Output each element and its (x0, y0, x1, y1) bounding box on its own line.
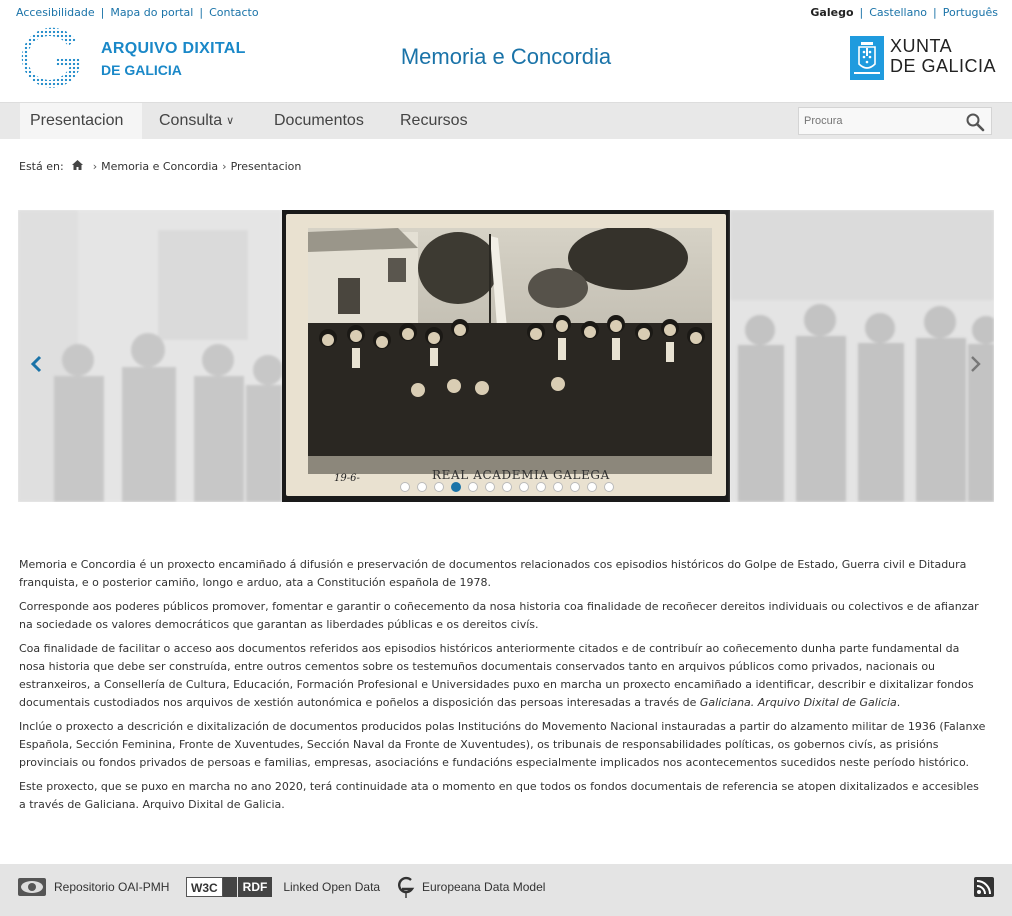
next-slide-preview[interactable] (730, 210, 994, 502)
oai-pmh-label: Repositorio OAI-PMH (54, 880, 170, 894)
carousel-dot[interactable] (519, 482, 529, 492)
w3c-badge: W3C (186, 877, 223, 897)
rdf-cube-icon (223, 877, 237, 897)
utility-bar (16, 6, 998, 22)
carousel-dot[interactable] (587, 482, 597, 492)
nav-label: Documentos (274, 112, 364, 129)
carousel-dot[interactable] (417, 482, 427, 492)
chevron-down-icon: ∨ (226, 115, 235, 127)
nav-documentos[interactable] (264, 103, 374, 139)
carousel-dot[interactable] (434, 482, 444, 492)
utility-links (16, 6, 259, 19)
footer-oai-pmh[interactable] (18, 876, 169, 898)
nav-label: Consulta (159, 112, 223, 130)
xunta-logo[interactable] (850, 36, 997, 80)
breadcrumb (19, 160, 301, 173)
accessibility-link[interactable]: Accesibilidade (16, 6, 95, 19)
photo-image (308, 228, 712, 490)
paragraph-5: Este proxecto, que se puxo en marcha no ano 2020, terá continuidade ata o momento en que todos os fondos documentais de referencia se atopen dixitalizados e accesibles a través de Galiciana. Arquivo Dixital de Galicia. (19, 780, 979, 811)
current-slide[interactable] (282, 210, 730, 502)
paragraph-2: Corresponde aos poderes públicos promover, fomentar e garantir o coñecemento da nosa historia coa finalidade de recoñecer dereitos individuais ou colectivos e de afianzar na sociedade os valores democráticos que garantan as liberdades públicas e os dereitos civís. (19, 600, 979, 631)
lang-portugues[interactable]: Português (942, 6, 998, 19)
carousel-next-button[interactable] (968, 354, 982, 374)
carousel-dot[interactable] (553, 482, 563, 492)
search-icon[interactable] (965, 112, 985, 132)
footer-linked-open-data[interactable] (186, 876, 380, 898)
carousel-dot[interactable] (451, 482, 461, 492)
oai-eye-icon (18, 878, 46, 896)
lang-galego[interactable]: Galego (810, 6, 854, 19)
logo-line1: ARQUIVO DIXITAL (101, 40, 246, 57)
handwritten-date: 19-6- (334, 473, 360, 484)
carousel-dot[interactable] (604, 482, 614, 492)
carousel-prev-button[interactable] (30, 354, 44, 374)
breadcrumb-item-presentacion: Presentacion (230, 160, 302, 173)
separator: | (933, 6, 937, 19)
carousel-dot[interactable] (570, 482, 580, 492)
site-footer (0, 864, 1012, 916)
carousel-dot[interactable] (468, 482, 478, 492)
nav-label: Recursos (400, 112, 468, 129)
breadcrumb-separator: › (92, 160, 98, 173)
nav-label: Presentacion (30, 112, 124, 129)
carousel-dot[interactable] (400, 482, 410, 492)
chevron-left-icon (30, 354, 44, 374)
rss-feed-button[interactable] (974, 877, 994, 897)
language-selector (810, 6, 998, 19)
carousel-dot[interactable] (485, 482, 495, 492)
rss-icon (974, 877, 994, 897)
linked-open-data-label: Linked Open Data (283, 880, 381, 894)
xunta-line2: DE GALICIA (890, 56, 997, 76)
main-nav (0, 102, 1012, 139)
photo-caption: REAL ACADEMIA GALEGA (432, 468, 610, 482)
sitemap-link[interactable]: Mapa do portal (110, 6, 194, 19)
home-icon[interactable] (72, 160, 83, 173)
search-box (798, 107, 992, 135)
contact-link[interactable]: Contacto (209, 6, 259, 19)
breadcrumb-label: Está en: (19, 160, 64, 173)
paragraph-3-text: Coa finalidade de facilitar o acceso aos documentos referidos aos episodios históricos anteriormente citados e de contribuír ao coñecemento dunha parte fundamental da nosa historia que debe ser construída, entre outros cementos sobre os testemuños documentais conservados tanto en arquivos públicos como privados, nacionais ou estranxeiros, a Consellería de Cultura, Educación, Formación Profesional e Universidades puxo en marcha un proxecto encamiñado a identificar, describir e dixitalizar fondos documentais custodiados nos arquivos de xestión autonómica e poñelos a disposición das persoas interesadas a través de (19, 642, 974, 709)
europeana-logo-icon (396, 875, 416, 899)
carousel-pagination (400, 482, 621, 492)
nav-presentacion[interactable] (20, 103, 142, 139)
galiciana-link[interactable]: Galiciana. Arquivo Dixital de Galicia (699, 696, 897, 709)
breadcrumb-separator: › (222, 160, 227, 173)
logo-line2: DE GALICIA (101, 62, 182, 78)
carousel-dot[interactable] (502, 482, 512, 492)
nav-consulta[interactable] (149, 103, 244, 139)
footer-europeana[interactable] (396, 876, 545, 898)
separator: | (100, 6, 105, 19)
lang-castellano[interactable]: Castellano (869, 6, 928, 19)
previous-slide-preview[interactable] (18, 210, 282, 502)
separator: | (859, 6, 864, 19)
paragraph-3 (19, 640, 987, 712)
breadcrumb-item-memoria[interactable]: Memoria e Concordia (101, 160, 219, 173)
europeana-label: Europeana Data Model (422, 880, 546, 894)
rdf-badge: RDF (238, 877, 273, 897)
separator: | (199, 6, 204, 19)
site-header (0, 24, 1012, 102)
site-title[interactable]: Memoria e Concordia (400, 44, 612, 69)
xunta-shield-icon (850, 36, 884, 80)
paragraph-1: Memoria e Concordia é un proxecto encamiñado á difusión e preservación de documentos relacionados cos episodios históricos do Golpe de Estado, Guerra civil e Ditadura franquista, e o posterior camiño, longo e arduo, ata a Constitución española de 1978. (19, 558, 967, 589)
nav-recursos[interactable] (390, 103, 478, 139)
xunta-line1: XUNTA (890, 36, 953, 56)
intro-text (19, 556, 987, 820)
paragraph-3-end: . (896, 696, 901, 709)
image-carousel (18, 210, 994, 502)
search-input[interactable] (799, 108, 959, 134)
archival-photo (286, 214, 726, 496)
chevron-right-icon (968, 354, 982, 374)
paragraph-4: Inclúe o proxecto a descrición e dixitalización de documentos producidos polas Institucións do Movemento Nacional instauradas a partir do alzamento militar de 1936 (Falanxe Española, Sección Feminina, Fronte de Xuventudes, Sección Naval da Fronte de Xuventudes), os tribunais de responsabilidades políticas, os gobernos civís, as prisións provinciais ou fondos privados de persoas e familias, empresas, asociacións e fundacións especialmente implicados nos acontecementos sucedidos neste período histórico. (19, 720, 986, 769)
carousel-dot[interactable] (536, 482, 546, 492)
